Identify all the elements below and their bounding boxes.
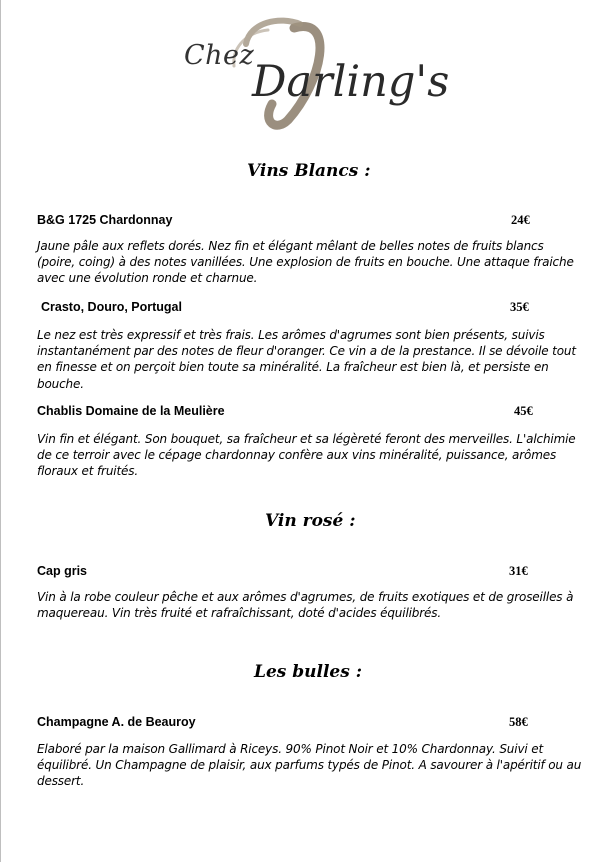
wine-name: B&G 1725 Chardonnay (37, 213, 173, 227)
section-title-les-bulles: Les bulles : (254, 662, 363, 682)
wine-name: Crasto, Douro, Portugal (41, 300, 182, 314)
logo-name: Darling's (252, 57, 450, 107)
wine-description: Elaboré par la maison Gallimard à Riceys. 90% Pinot Noir et 10% Chardonnay. Suivi et équilibré. Un Champagne de plaisir, aux parfums typés de Pinot. A savourer à l'apéritif ou au dessert. (37, 742, 582, 789)
wine-name: Cap gris (37, 564, 88, 578)
wine-description: Vin fin et élégant. Son bouquet, sa fraîcheur et sa légèreté feront des merveilles. L'alchimie de ce terroir avec le cépage chardonnay confère aux vins minéralité, puissance, arômes floraux et fruités. (37, 432, 576, 479)
wine-name: Chablis Domaine de la Meulière (37, 404, 225, 418)
wine-price: 58€ (509, 715, 528, 729)
logo-prefix: Chez (184, 40, 255, 71)
section-title-vins-blancs: Vins Blancs : (247, 161, 371, 181)
wine-name: Champagne A. de Beauroy (37, 715, 196, 729)
wine-price: 35€ (510, 300, 529, 314)
wine-price: 24€ (511, 213, 530, 227)
wine-price: 31€ (509, 564, 528, 578)
wine-description: Jaune pâle aux reflets dorés. Nez fin et élégant mêlant de belles notes de fruits blancs (poire, coing) à des notes vanillées. Une explosion de fruits en bouche. Une attaque fraiche avec une évolution ronde et charnue. (37, 239, 574, 286)
wine-price: 45€ (514, 404, 533, 418)
wine-description: Le nez est très expressif et très frais. Les arômes d'agrumes sont bien présents, suivis instantanément par des notes de fleur d'oranger. Ce vin a de la prestance. Il se dévoile tout en finesse et on perçoit bien toute sa minéralité. La fraîcheur est bien là, et persiste en bouche. (37, 328, 576, 391)
wine-description: Vin à la robe couleur pêche et aux arômes d'agrumes, de fruits exotiques et de groseilles à maquereau. Vin très fruité et rafraîchissant, doté d'acides équilibrés. (37, 590, 574, 621)
section-title-vin-rose: Vin rosé : (265, 511, 356, 531)
restaurant-logo (176, 12, 450, 132)
page-edge (0, 0, 1, 862)
